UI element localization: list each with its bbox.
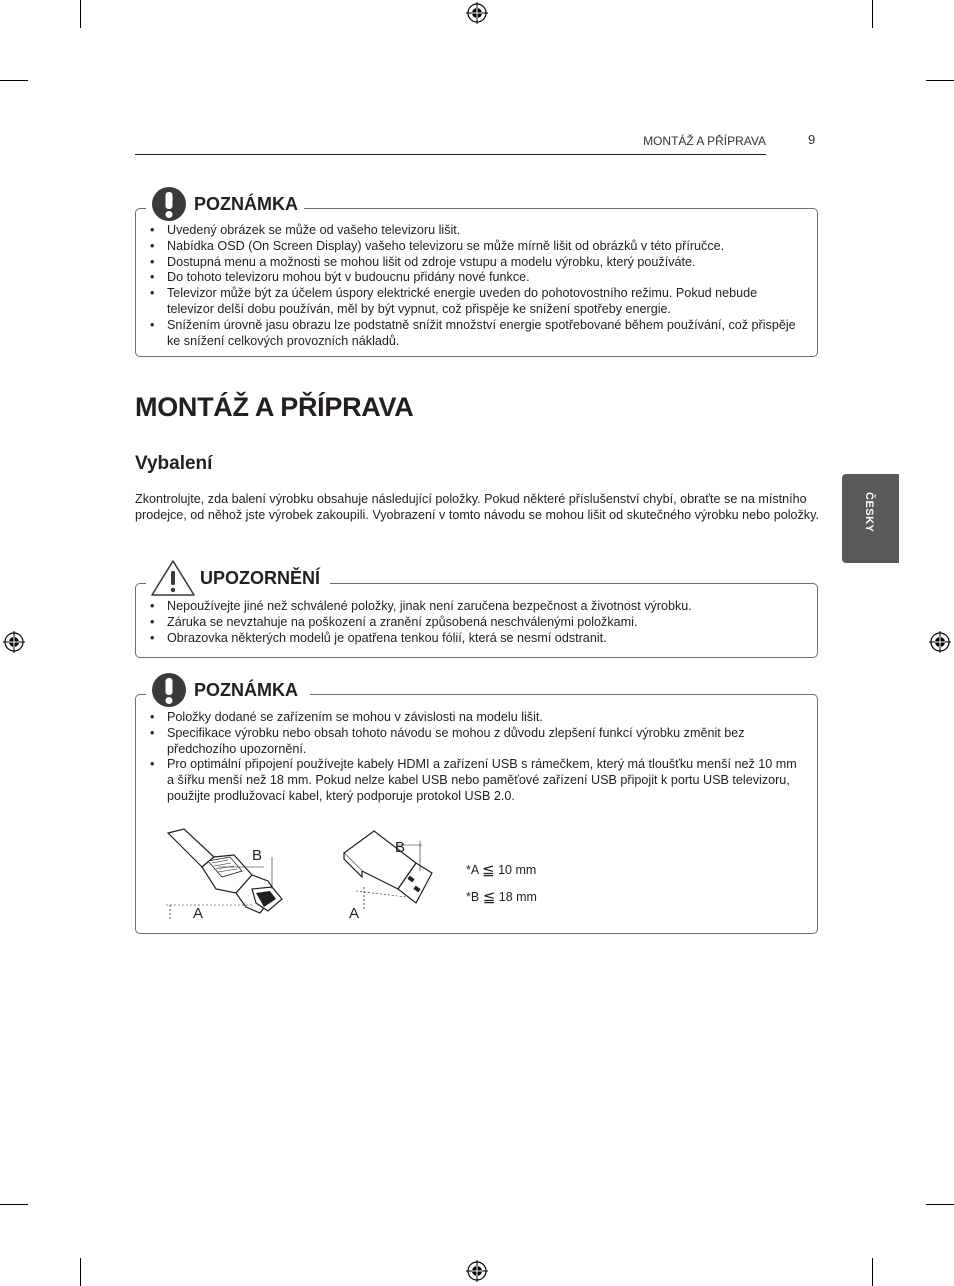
registration-mark-icon: [466, 1260, 488, 1282]
note-label: POZNÁMKA: [194, 193, 298, 214]
section-title: Vybalení: [135, 453, 213, 474]
page-title: MONTÁŽ A PŘÍPRAVA: [135, 392, 414, 422]
dimension-label-a: A: [193, 905, 204, 922]
note-list: [150, 710, 803, 805]
page-number: 9: [808, 132, 816, 147]
registration-mark-icon: [466, 2, 488, 24]
dimension-label-b: B: [395, 839, 406, 856]
caution-list: [150, 599, 803, 646]
registration-mark-icon: [3, 631, 25, 653]
note-list: [150, 223, 803, 349]
exclamation-icon: [150, 186, 188, 222]
running-header: MONTÁŽ A PŘÍPRAVA: [643, 134, 766, 148]
list-item: • Obrazovka některých modelů je opatřena tenkou fólií, která se nesmí odstranit.: [150, 631, 803, 647]
note-header: [146, 186, 304, 222]
spec-b: *B ≦ 18 mm: [466, 889, 537, 906]
note-header: [146, 672, 310, 708]
dimension-label-a: A: [349, 905, 360, 922]
note-box: [135, 208, 818, 357]
crop-mark: [926, 1204, 954, 1205]
crop-mark: [80, 0, 81, 28]
list-item: • Položky dodané se zařízením se mohou v závislosti na modelu lišit.: [150, 710, 803, 726]
dimension-label-b: B: [252, 847, 263, 864]
language-tab-label: ČESKY: [863, 492, 875, 533]
hdmi-connector-illustration: [164, 827, 304, 927]
caution-header: [146, 558, 330, 598]
crop-mark: [926, 80, 954, 81]
header-divider: [135, 154, 766, 155]
caution-label: UPOZORNĚNÍ: [200, 567, 321, 588]
exclamation-icon: [150, 672, 188, 708]
note-label: POZNÁMKA: [194, 679, 298, 700]
crop-mark: [872, 1258, 873, 1286]
list-item: • Televizor může být za účelem úspory elektrické energie uveden do pohotovostního režimu. Pokud nebude televizor delší dobu používán, měl by být vypnut, což přispěje ke snížení spotřeby energie.: [150, 286, 803, 318]
list-item: • Nepoužívejte jiné než schválené položky, jinak není zaručena bezpečnost a životnost výrobku.: [150, 599, 803, 615]
spec-a: *A ≦ 10 mm: [466, 862, 537, 879]
list-item: • Pro optimální připojení používejte kabely HDMI a zařízení USB s rámečkem, který má tloušťku menší než 10 mm a šířku menší než 18 mm. Pokud nelze kabel USB nebo paměťové zařízení USB připojit k portu USB televizoru, použijte prodlužovací kabel, který podporuje protokol USB 2.0.: [150, 757, 803, 804]
list-item: • Uvedený obrázek se může od vašeho televizoru lišit.: [150, 223, 803, 239]
crop-mark: [0, 80, 28, 81]
list-item: • Nabídka OSD (On Screen Display) vašeho televizoru se může mírně lišit od obrázků v této příručce.: [150, 239, 803, 255]
language-tab: [842, 474, 899, 563]
list-item: • Záruka se nevztahuje na poškození a zranění způsobená neschválenými položkami.: [150, 615, 803, 631]
list-item: • Specifikace výrobku nebo obsah tohoto návodu se mohou z důvodu zlepšení funkcí výrobku změnit bez předchozího upozornění.: [150, 726, 803, 758]
list-item: • Dostupná menu a možnosti se mohou lišit od zdroje vstupu a modelu výrobku, který používáte.: [150, 255, 803, 271]
list-item: • Do tohoto televizoru mohou být v budoucnu přidány nové funkce.: [150, 270, 803, 286]
intro-paragraph: Zkontrolujte, zda balení výrobku obsahuje následující položky. Pokud některé příslušenství chybí, obraťte se na místního prodejce, od něhož jste výrobek zakoupili. Vyobrazení v tomto návodu se mohou lišit od skutečného výrobku nebo položky.: [135, 492, 819, 522]
list-item: • Snížením úrovně jasu obrazu lze podstatně snížit množství energie spotřebované během používání, což přispěje ke snížení celkových provozních nákladů.: [150, 318, 803, 350]
crop-mark: [0, 1204, 28, 1205]
crop-mark: [872, 0, 873, 28]
warning-triangle-icon: [150, 559, 196, 597]
note-box: [135, 694, 818, 934]
registration-mark-icon: [929, 631, 951, 653]
crop-mark: [80, 1258, 81, 1286]
